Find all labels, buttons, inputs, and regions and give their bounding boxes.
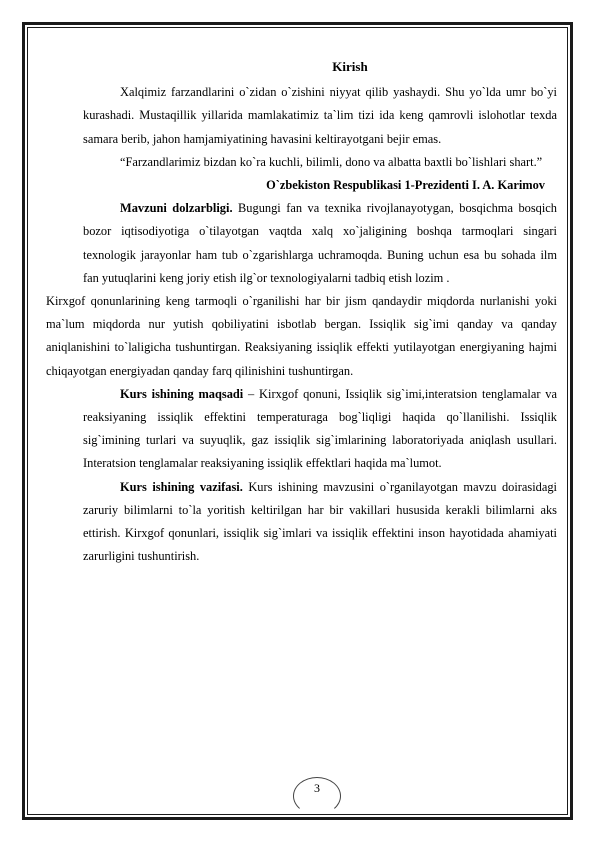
relevance-heading: Mavzuni dolzarbligi.	[120, 201, 233, 216]
goal-heading: Kurs ishining maqsadi	[120, 386, 244, 401]
page-title: Kirish	[332, 59, 368, 74]
paragraph-goal	[83, 383, 557, 476]
page-number: 3	[314, 781, 320, 795]
task-text: Kurs ishining mavzusini o`rganilayotgan mavzu doirasidagi zaruriy bilimlarni to`la yoritish keltirilgan har bir vakillari hususida kerakli bilimlarni aks ettirish. Kirxgof qonunlari, issiqlik sig`imlari va issiqlik effektini inson hayotidada ahamiyati zarurligini tushuntirish.	[83, 479, 557, 564]
paragraph-relevance	[83, 197, 557, 290]
quote-author: O`zbekiston Respublikasi 1-Prezidenti I. A. Karimov	[266, 178, 545, 193]
paragraph-task	[83, 476, 557, 569]
document-body	[46, 55, 557, 568]
goal-text: – Kirxgof qonuni, Issiqlik sig`imi,interatsion tenglamalar va reaksiyaning issiqlik effektini temperaturaga bog`liqligi haqida qo`llanilishi. Issiqlik sig`imining turlari va suyuqlik, gaz issiqlik sig`imlarining laboratoriyada aniqlash usullari. Interatsion tenglamalar reaksiyaning issiqlik effektlari haqida ma`lumot.	[83, 386, 557, 471]
paragraph-quote: “Farzandlarimiz bizdan ko`ra kuchli, bilimli, dono va albatta baxtli bo`lishlari shart.”	[120, 154, 543, 169]
paragraph-kirchhoff: Kirxgof qonunlarining keng tarmoqli o`rganilishi har bir jism qandaydir miqdorda nurlanishi yoki ma`lum miqdorda nur yutish qobiliyatini isbotlab bergan. Issiqlik sig`imi qanday va qanday aniqlanishini to`laligicha tushuntirgan. Reaksiyaning issiqlik effekti yutilayotgan energiyaning hajmi chiqayotgan energiyadan qanday farq qilinishini tushuntirgan.	[46, 294, 557, 378]
task-heading: Kurs ishining vazifasi.	[120, 479, 243, 494]
paragraph-intro: Xalqimiz farzandlarini o`zidan o`zishini niyyat qilib yashaydi. Shu yo`lda umr bo`yi kurashadi. Mustaqillik yillarida mamlakatimiz ta`lim tizi ida keng qamrovli islohotlar texda samara berib, jahon hamjamiyatining havasini keltirayotgani bejir emas.	[83, 85, 557, 146]
relevance-text: Bugungi fan va texnika rivojlanayotygan, bosqichma bosqich bozor iqtisodiyotiga o`tilayotgan vaqtda xalq xo`jaligining boshqa tarmoqlari singari texnologik jarayonlar ham tub o`zgarishlarga uchramoqda. Buning uchun esa bu sohada ilm fan yutuqlarini keng joriy etish ilg`or texnologiyalarni tadbiq etish lozim .	[83, 201, 557, 285]
